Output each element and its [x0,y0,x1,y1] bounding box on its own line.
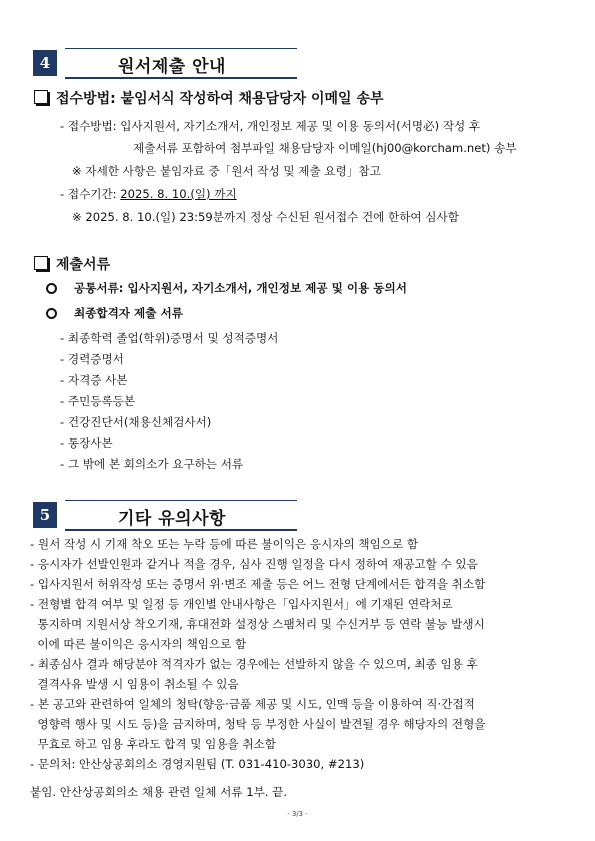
period-line [60,186,237,202]
list-item: - 자격증 사본 [60,373,128,387]
notice-line: - 전형별 합격 여부 및 일정 등 개인별 안내사항은「입사지원서」에 기재된 연락처로 [30,597,453,611]
notice-line: 통지하며 지원서상 착오기재, 휴대전화 설정상 스팸처리 및 수신거부 등 연락 불능 발생시 [30,617,485,631]
common-docs: 공통서류: 입사지원서, 자기소개서, 개인정보 제공 및 이용 동의서 [74,281,407,295]
checkbox-square-icon [34,90,48,104]
docs-heading: 제출서류 [56,257,111,273]
list-item: - 통장사본 [60,436,113,450]
section-title: 기타 유의사항 [118,509,226,529]
notice-line: - 원서 작성 시 기재 착오 또는 누락 등에 따른 불이익은 응시자의 책임으로 함 [30,537,419,551]
section-number: 5 [33,502,57,528]
section-number: 4 [33,50,57,76]
period-note: ※ 2025. 8. 10.(일) 23:59분까지 정상 수신된 원서접수 건에 한하여 심사함 [72,210,459,224]
method-heading: 접수방법: 붙임서식 작성하여 채용담당자 이메일 송부 [56,91,384,107]
circle-bullet-icon [46,308,57,319]
list-item: - 최종학력 졸업(학위)증명서 및 성적증명서 [60,331,279,345]
section-rule-bottom [65,77,297,79]
section-rule-top [65,48,297,49]
section-rule-bottom [65,529,297,531]
notice-line: - 응시자가 선발인원과 같거나 적을 경우, 심사 진행 일정을 다시 정하여 재공고할 수 있음 [30,557,478,571]
period-label: - 접수기간: [60,187,121,201]
notice-line: 무효로 하고 임용 후라도 합격 및 임용을 취소함 [30,737,276,751]
section-rule-top [65,500,297,501]
notice-line: 이에 따른 불이익은 응시자의 책임으로 함 [30,637,247,651]
page-number: - 3/3 - [287,810,308,818]
notice-line: - 문의처: 안산상공회의소 경영지원팀 (T. 031-410-3030, #213) [30,757,365,771]
period-value: 2025. 8. 10.(일) 까지 [120,187,237,201]
section-title: 원서제출 안내 [118,57,226,77]
list-item: - 건강진단서(채용신체검사서) [60,415,212,429]
notice-line: - 최종심사 결과 해당분야 적격자가 없는 경우에는 선발하지 않을 수 있으며, 최종 임용 후 [30,657,478,671]
method-line: - 접수방법: 입사지원서, 자기소개서, 개인정보 제공 및 이용 동의서(서명必) 작성 후 [60,119,481,133]
notice-line: - 본 공고와 관련하여 일체의 청탁(향응·금품 제공 및 시도, 인맥 등을 이용하여 직·간접적 [30,697,475,711]
list-item: - 그 밖에 본 회의소가 요구하는 서류 [60,457,244,471]
method-line: 제출서류 포함하여 첨부파일 채용담당자 이메일(hj00@korcham.net) 송부 [133,141,517,155]
checkbox-square-icon [34,256,48,270]
notice-line: 영향력 행사 및 시도 등)을 금지하며, 청탁 등 부정한 사실이 발견될 경우 해당자의 전형을 [30,717,486,731]
list-item: - 주민등록등본 [60,394,136,408]
final-docs-heading: 최종합격자 제출 서류 [74,306,183,320]
notice-line: 결격사유 발생 시 임용이 취소될 수 있음 [30,677,239,691]
attachment-note: 붙임. 안산상공회의소 채용 관련 일체 서류 1부. 끝. [30,785,288,799]
list-item: - 경력증명서 [60,352,124,366]
circle-bullet-icon [46,283,57,294]
method-note: ※ 자세한 사항은 붙임자료 중「원서 작성 및 제출 요령」참고 [72,164,381,178]
notice-line: - 입사지원서 허위작성 또는 증명서 위·변조 제출 등은 어느 전형 단계에서든 합격을 취소함 [30,577,486,591]
